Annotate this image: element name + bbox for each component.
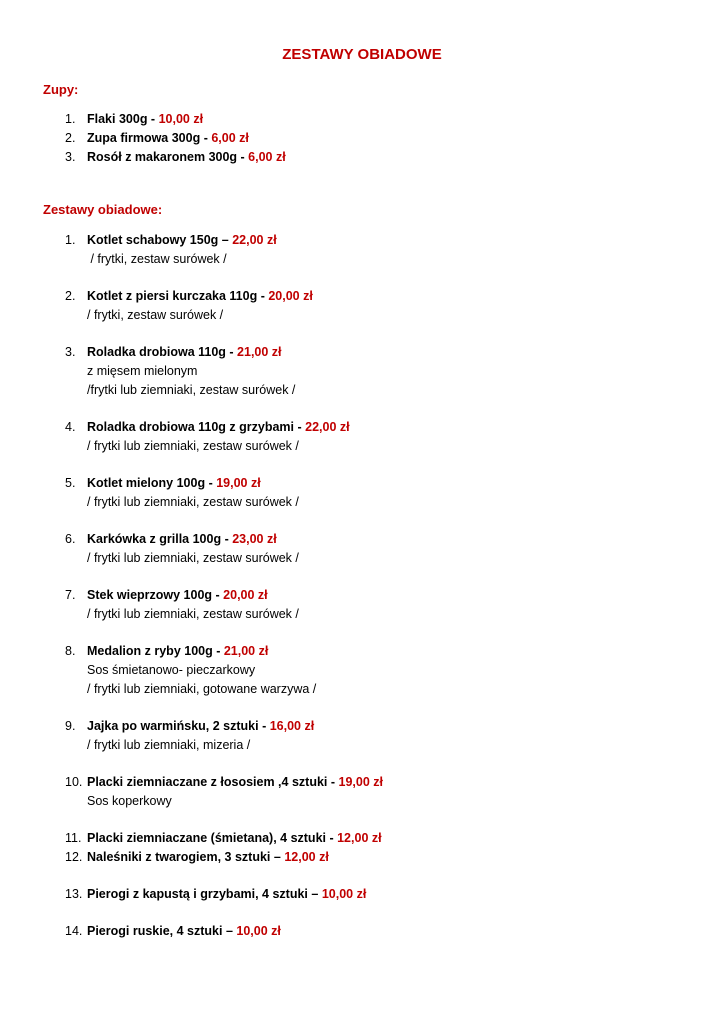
item-line bbox=[87, 343, 685, 362]
item-separator: - bbox=[200, 131, 212, 145]
item-line bbox=[87, 418, 685, 437]
item-number: 8. bbox=[65, 644, 76, 658]
item-price: 22,00 zł bbox=[232, 233, 277, 247]
item-number: 9. bbox=[65, 719, 76, 733]
item-name: Roladka drobiowa 110g bbox=[87, 345, 226, 359]
item-price: 10,00 zł bbox=[158, 112, 204, 126]
item-name: Rosół z makaronem 300g bbox=[87, 150, 238, 164]
menu-item bbox=[65, 642, 685, 699]
item-number: 5. bbox=[65, 476, 76, 490]
soups-heading: Zupy: bbox=[43, 82, 79, 97]
item-separator: - bbox=[257, 289, 269, 303]
item-name: Karkówka z grilla 100g bbox=[87, 532, 222, 546]
item-price: 20,00 zł bbox=[268, 289, 313, 303]
item-detail: / frytki lub ziemniaki, zestaw surówek / bbox=[87, 495, 299, 509]
menu-item bbox=[65, 773, 685, 811]
item-detail: / frytki, zestaw surówek / bbox=[87, 252, 227, 266]
item-number: 10. bbox=[65, 775, 83, 789]
item-name: Jajka po warmińsku, 2 sztuki bbox=[87, 719, 259, 733]
item-number: 7. bbox=[65, 588, 76, 602]
item-detail: /frytki lub ziemniaki, zestaw surówek / bbox=[87, 383, 296, 397]
menu-item bbox=[65, 885, 685, 904]
item-price: 12,00 zł bbox=[337, 831, 382, 845]
item-price: 6,00 zł bbox=[248, 150, 286, 164]
item-line bbox=[87, 530, 685, 549]
item-name: Kotlet mielony 100g bbox=[87, 476, 206, 490]
menu-item bbox=[65, 848, 685, 867]
item-separator: – bbox=[218, 233, 233, 247]
item-number: 6. bbox=[65, 532, 76, 546]
item-separator: – bbox=[270, 850, 285, 864]
item-name: Kotlet z piersi kurczaka 110g bbox=[87, 289, 258, 303]
item-number: 1. bbox=[65, 112, 76, 126]
item-separator: - bbox=[212, 588, 224, 602]
item-number: 2. bbox=[65, 289, 76, 303]
item-line bbox=[87, 231, 685, 250]
item-price: 23,00 zł bbox=[232, 532, 277, 546]
item-line bbox=[87, 148, 685, 167]
item-price: 12,00 zł bbox=[284, 850, 329, 864]
item-price: 19,00 zł bbox=[216, 476, 261, 490]
item-detail: / frytki lub ziemniaki, zestaw surówek / bbox=[87, 607, 299, 621]
item-number: 12. bbox=[65, 850, 83, 864]
item-price: 10,00 zł bbox=[321, 887, 367, 901]
item-line bbox=[87, 129, 685, 148]
item-number: 3. bbox=[65, 345, 76, 359]
item-separator: - bbox=[212, 644, 224, 658]
item-name: Zupa firmowa 300g bbox=[87, 131, 201, 145]
item-name: Placki ziemniaczane z łososiem ,4 sztuki bbox=[87, 775, 328, 789]
item-name: Flaki 300g bbox=[87, 112, 148, 126]
menu-item bbox=[65, 474, 685, 512]
item-separator: – bbox=[222, 924, 237, 938]
item-price: 10,00 zł bbox=[236, 924, 281, 938]
item-name: Roladka drobiowa 110g z grzybami bbox=[87, 420, 295, 434]
menu-item bbox=[65, 129, 685, 148]
item-line bbox=[87, 848, 685, 867]
item-separator: - bbox=[221, 532, 233, 546]
menu-item bbox=[65, 586, 685, 624]
item-detail: / frytki, zestaw surówek / bbox=[87, 308, 224, 322]
sets-heading: Zestawy obiadowe: bbox=[43, 202, 163, 217]
item-name: Kotlet schabowy 150g bbox=[87, 233, 219, 247]
item-detail: Sos śmietanowo- pieczarkowy bbox=[87, 663, 256, 677]
item-price: 21,00 zł bbox=[237, 345, 282, 359]
soups-list bbox=[65, 110, 685, 167]
menu-item bbox=[65, 343, 685, 400]
item-line bbox=[87, 885, 685, 904]
item-detail: / frytki lub ziemniaki, mizeria / bbox=[87, 738, 251, 752]
item-line bbox=[87, 829, 685, 848]
item-line bbox=[87, 642, 685, 661]
item-separator: - bbox=[294, 420, 306, 434]
sets-list bbox=[65, 231, 685, 941]
item-price: 22,00 zł bbox=[305, 420, 350, 434]
menu-item bbox=[65, 829, 685, 848]
item-line bbox=[87, 474, 685, 493]
item-line bbox=[87, 773, 685, 792]
item-price: 19,00 zł bbox=[338, 775, 383, 789]
item-name: Naleśniki z twarogiem, 3 sztuki bbox=[87, 850, 271, 864]
item-separator: - bbox=[237, 150, 249, 164]
item-price: 21,00 zł bbox=[223, 644, 269, 658]
item-separator: - bbox=[205, 476, 217, 490]
item-price: 16,00 zł bbox=[269, 719, 315, 733]
item-name: Pierogi ruskie, 4 sztuki bbox=[87, 924, 223, 938]
page-title: ZESTAWY OBIADOWE bbox=[282, 46, 442, 63]
item-separator: - bbox=[225, 345, 238, 359]
menu-item bbox=[65, 148, 685, 167]
item-line bbox=[87, 110, 685, 129]
menu-item bbox=[65, 418, 685, 456]
item-detail: z mięsem mielonym bbox=[87, 364, 198, 378]
item-detail: / frytki lub ziemniaki, gotowane warzywa / bbox=[87, 682, 317, 696]
item-number: 13. bbox=[65, 887, 83, 901]
item-line bbox=[87, 717, 685, 736]
menu-item bbox=[65, 530, 685, 568]
menu-item bbox=[65, 717, 685, 755]
item-number: 14. bbox=[65, 924, 83, 938]
item-number: 2. bbox=[65, 131, 76, 145]
item-name: Placki ziemniaczane (śmietana), 4 sztuki bbox=[87, 831, 326, 845]
item-detail: Sos koperkowy bbox=[87, 794, 172, 808]
item-number: 4. bbox=[65, 420, 76, 434]
item-separator: – bbox=[307, 887, 322, 901]
item-number: 11. bbox=[65, 831, 82, 845]
item-line bbox=[87, 922, 685, 941]
item-price: 20,00 zł bbox=[223, 588, 268, 602]
item-name: Pierogi z kapustą i grzybami, 4 sztuki bbox=[87, 887, 308, 901]
item-separator: - bbox=[326, 831, 338, 845]
menu-item bbox=[65, 231, 685, 269]
item-name: Medalion z ryby 100g bbox=[87, 644, 213, 658]
item-separator: - bbox=[258, 719, 270, 733]
item-number: 1. bbox=[65, 233, 76, 247]
item-line bbox=[87, 586, 685, 605]
item-separator: - bbox=[327, 775, 339, 789]
item-name: Stek wieprzowy 100g bbox=[87, 588, 213, 602]
item-separator: - bbox=[147, 112, 159, 126]
menu-item bbox=[65, 110, 685, 129]
item-detail: / frytki lub ziemniaki, zestaw surówek / bbox=[87, 439, 299, 453]
menu-item bbox=[65, 922, 685, 941]
item-line bbox=[87, 287, 685, 306]
item-detail: / frytki lub ziemniaki, zestaw surówek / bbox=[87, 551, 299, 565]
item-number: 3. bbox=[65, 150, 76, 164]
item-price: 6,00 zł bbox=[211, 131, 249, 145]
menu-item bbox=[65, 287, 685, 325]
